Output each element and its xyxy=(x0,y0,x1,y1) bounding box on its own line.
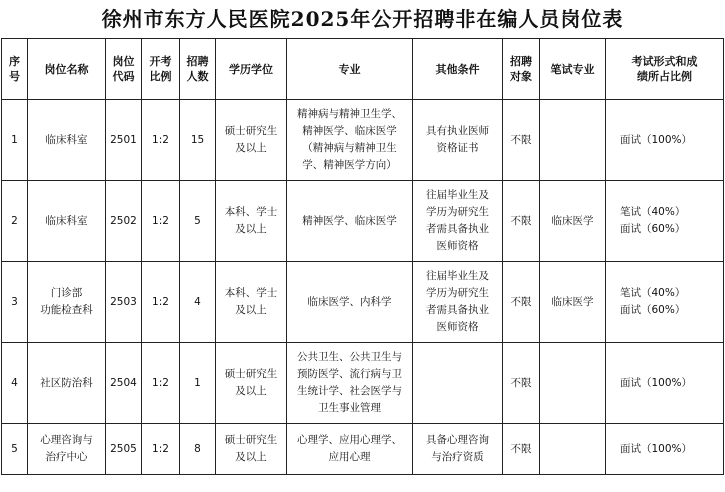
text-line: 其他条件 xyxy=(435,62,480,76)
text-line: 学历学位 xyxy=(229,62,273,76)
text-line: 面试（60%） xyxy=(620,223,686,235)
text-line: 预防医学、流行病与卫 xyxy=(297,368,402,380)
text-line: 精神医学、临床医学 xyxy=(302,214,397,227)
text-line: 者需具备执业 xyxy=(426,223,489,235)
cell-other-conditions xyxy=(413,100,503,181)
text-line: 人数 xyxy=(186,70,209,83)
text-line: 号 xyxy=(9,70,20,83)
header-target xyxy=(503,39,540,100)
table-row xyxy=(2,424,724,475)
cell-written-major: 临床医学 xyxy=(540,181,606,262)
text-line: 与治疗资质 xyxy=(431,451,484,463)
cell-position-name xyxy=(28,424,106,475)
cell-seq: 4 xyxy=(2,343,28,424)
text-line: 笔试（40%） xyxy=(620,287,686,299)
text-line: 学、精神医学方向） xyxy=(302,159,397,171)
header-row xyxy=(2,39,724,100)
text-line: 绩所占比例 xyxy=(637,70,692,83)
table-row xyxy=(2,100,724,181)
text-line: 及以上 xyxy=(235,142,267,154)
cell-written-major xyxy=(540,100,606,181)
text-line: 对象 xyxy=(510,70,532,83)
text-line: 序 xyxy=(9,55,20,68)
cell-exam-ratio: 1:2 xyxy=(142,100,180,181)
cell-seq: 5 xyxy=(2,424,28,475)
header-hire-count xyxy=(180,39,216,100)
text-line: 面试（100%） xyxy=(620,376,693,389)
text-line: 学历为研究生 xyxy=(426,287,489,299)
text-line: 面试（100%） xyxy=(620,442,693,455)
text-line: 心理学、应用心理学、 xyxy=(297,434,402,446)
cell-other-conditions xyxy=(413,181,503,262)
cell-hire-count: 8 xyxy=(180,424,216,475)
text-line: 及以上 xyxy=(235,223,267,235)
text-line: 往届毕业生及 xyxy=(426,189,489,201)
cell-seq: 3 xyxy=(2,262,28,343)
cell-hire-count: 4 xyxy=(180,262,216,343)
cell-exam-format xyxy=(606,424,724,475)
cell-target: 不限 xyxy=(503,343,540,424)
text-line: 硕士研究生 xyxy=(224,368,278,380)
header-major xyxy=(287,39,413,100)
cell-position-code: 2504 xyxy=(106,343,142,424)
table-row xyxy=(2,181,724,262)
text-line: 者需具备执业 xyxy=(426,304,489,316)
text-line: 具备心理咨询 xyxy=(426,434,489,446)
cell-seq: 2 xyxy=(2,181,28,262)
cell-exam-format xyxy=(606,181,724,262)
text-line: 及以上 xyxy=(235,304,267,316)
table-row xyxy=(2,343,724,424)
text-line: 医师资格 xyxy=(436,321,479,333)
header-exam-ratio xyxy=(142,39,180,100)
text-line: 卫生事业管理 xyxy=(318,402,381,414)
text-line: 公共卫生、公共卫生与 xyxy=(297,351,402,363)
text-line: 及以上 xyxy=(235,385,267,397)
cell-position-code: 2503 xyxy=(106,262,142,343)
text-line: 硕士研究生 xyxy=(224,434,278,446)
cell-target: 不限 xyxy=(503,181,540,262)
cell-exam-ratio: 1:2 xyxy=(142,181,180,262)
cell-position-name xyxy=(28,100,106,181)
text-line: 临床医学、内科学 xyxy=(307,295,392,308)
cell-major xyxy=(287,262,413,343)
cell-position-code: 2502 xyxy=(106,181,142,262)
cell-target: 不限 xyxy=(503,424,540,475)
cell-position-code: 2505 xyxy=(106,424,142,475)
text-line: 开考 xyxy=(149,55,172,68)
text-line: 精神医学、临床医学 xyxy=(302,125,397,137)
cell-hire-count: 15 xyxy=(180,100,216,181)
text-line: 门诊部 xyxy=(50,287,83,299)
cell-exam-ratio: 1:2 xyxy=(142,343,180,424)
text-line: 岗位 xyxy=(112,55,135,68)
cell-exam-format xyxy=(606,100,724,181)
text-line: 具有执业医师 xyxy=(426,125,489,137)
header-education xyxy=(216,39,287,100)
text-line: 治疗中心 xyxy=(45,451,88,463)
cell-major xyxy=(287,181,413,262)
cell-exam-ratio: 1:2 xyxy=(142,424,180,475)
text-line: （精神病与精神卫生 xyxy=(302,142,397,154)
text-line: 招聘 xyxy=(186,55,209,68)
header-other-conditions xyxy=(413,39,503,100)
text-line: 面试（60%） xyxy=(620,304,686,316)
header-position-name xyxy=(28,39,106,100)
header-seq xyxy=(2,39,28,100)
text-line: 心理咨询与 xyxy=(40,434,93,446)
table-row xyxy=(2,262,724,343)
text-line: 学历为研究生 xyxy=(426,206,489,218)
text-line: 临床科室 xyxy=(45,214,88,227)
text-line: 招聘 xyxy=(510,55,532,68)
cell-written-major: 临床医学 xyxy=(540,262,606,343)
cell-education xyxy=(216,262,287,343)
cell-other-conditions xyxy=(413,262,503,343)
cell-seq: 1 xyxy=(2,100,28,181)
text-line: 本科、学士 xyxy=(224,287,278,299)
text-line: 岗位名称 xyxy=(44,62,89,76)
cell-hire-count: 1 xyxy=(180,343,216,424)
cell-education xyxy=(216,100,287,181)
cell-major xyxy=(287,424,413,475)
text-line: 资格证书 xyxy=(436,142,479,154)
header-exam-format xyxy=(606,39,724,100)
text-line: 笔试专业 xyxy=(550,62,595,76)
text-line: 硕士研究生 xyxy=(224,125,278,137)
text-line: 临床科室 xyxy=(45,133,88,146)
cell-written-major xyxy=(540,343,606,424)
text-line: 本科、学士 xyxy=(224,206,278,218)
header-position-code xyxy=(106,39,142,100)
cell-position-name xyxy=(28,262,106,343)
text-line: 考试形式和成 xyxy=(631,55,698,68)
cell-other-conditions xyxy=(413,343,503,424)
cell-major xyxy=(287,100,413,181)
text-line: 专业 xyxy=(338,62,361,76)
header-written-major xyxy=(540,39,606,100)
cell-education xyxy=(216,181,287,262)
cell-exam-format xyxy=(606,262,724,343)
cell-exam-format xyxy=(606,343,724,424)
cell-other-conditions xyxy=(413,424,503,475)
cell-target: 不限 xyxy=(503,100,540,181)
text-line: 功能检查科 xyxy=(40,304,93,316)
text-line: 比例 xyxy=(149,70,172,83)
text-line: 社区防治科 xyxy=(40,376,93,389)
cell-exam-ratio: 1:2 xyxy=(142,262,180,343)
cell-education xyxy=(216,424,287,475)
cell-written-major xyxy=(540,424,606,475)
text-line: 面试（100%） xyxy=(620,133,693,146)
text-line: 生统计学、社会医学与 xyxy=(297,385,402,397)
cell-hire-count: 5 xyxy=(180,181,216,262)
cell-major xyxy=(287,343,413,424)
cell-position-name xyxy=(28,343,106,424)
text-line: 笔试（40%） xyxy=(620,206,686,218)
positions-table xyxy=(1,38,724,475)
cell-education xyxy=(216,343,287,424)
cell-position-code: 2501 xyxy=(106,100,142,181)
text-line: 医师资格 xyxy=(436,240,479,252)
text-line: 应用心理 xyxy=(328,451,371,463)
text-line: 往届毕业生及 xyxy=(426,270,489,282)
text-line: 代码 xyxy=(112,70,135,83)
cell-position-name xyxy=(28,181,106,262)
document-title: 徐州市东方人民医院2025年公开招聘非在编人员岗位表 xyxy=(101,7,624,31)
text-line: 及以上 xyxy=(235,451,267,463)
cell-target: 不限 xyxy=(503,262,540,343)
text-line: 精神病与精神卫生学、 xyxy=(297,108,402,120)
